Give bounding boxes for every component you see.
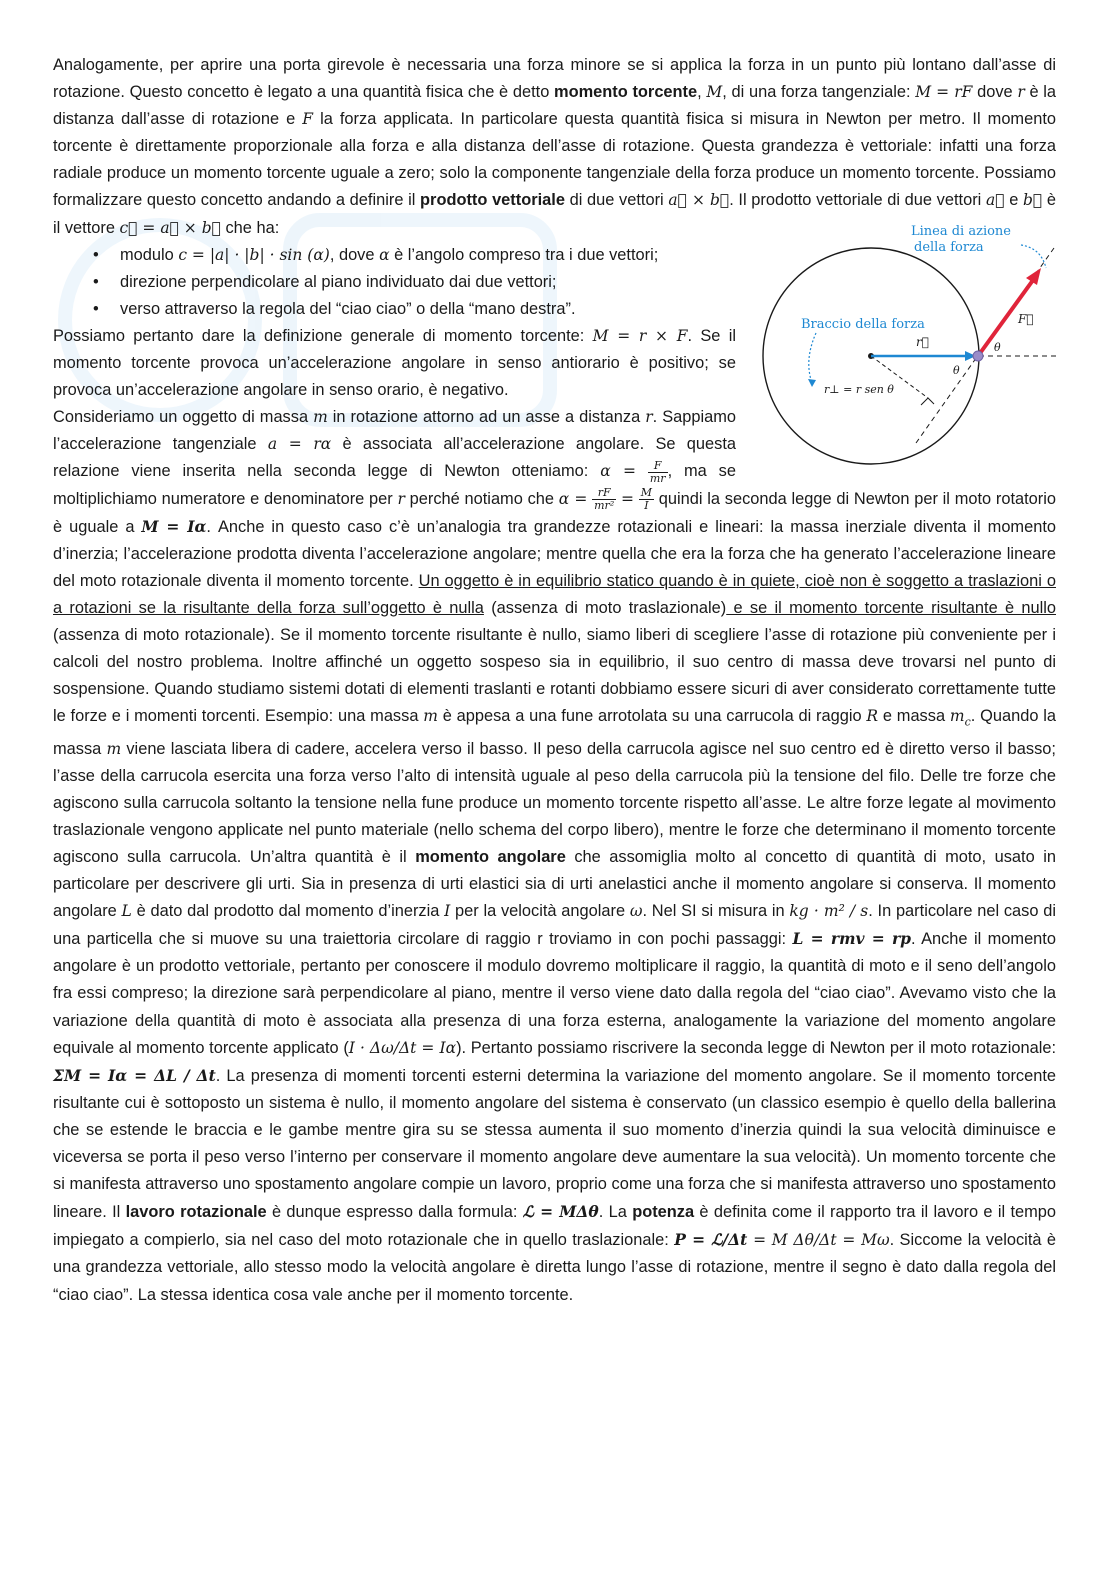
- underlined-equilibrium-condition-2: e se il momento torcente risultante è nullo: [726, 598, 1056, 617]
- document-page: [53, 52, 1056, 1309]
- application-point: [973, 351, 983, 361]
- list-item: • direzione perpendicolare al piano individuato dai due vettori;: [93, 269, 1056, 296]
- label-action-line-1: Linea di azione: [911, 223, 1012, 239]
- arm-pointer: [809, 333, 816, 383]
- label-action-line-2: della forza: [914, 239, 984, 255]
- label-r-perp: r⊥ = r sen θ: [824, 382, 894, 396]
- label-theta: θ: [994, 340, 1001, 354]
- label-arm: Braccio della forza: [801, 316, 925, 332]
- paragraph-intro: Analogamente, per aprire una porta girevole è necessaria una forza minore se si applica la forza in un punto più lontano dall’asse di rotazione. Questo concetto è legato a una quantità fisica che è detto momento torcente, M, di una forza tangenziale: M = rF dove r è la distanza dall’asse di rotazione e F la forza applicata. In particolare questa quantità fisica si misura in Newton per metro. Il momento torcente è direttamente proporzionale alla forza e alla distanza dell’asse di rotazione. Questa grandezza è vettoriale: infatti una forza radiale produce un momento torcente uguale a zero; solo la componente tangenziale della forza produce un momento torcente. Possiamo formalizzare questo concetto andando a definire il prodotto vettoriale di due vettori a⃗ × b⃗. Il prodotto vettoriale di due vettori a⃗ e b⃗ è il vettore c⃗ = a⃗ × b⃗ che ha:: [53, 56, 1057, 237]
- label-r: r⃗: [916, 334, 929, 349]
- fraction-F-over-mr: $\frac{F}{mr}$: [649, 458, 666, 485]
- paragraph-main: Consideriamo un oggetto di massa m in rotazione attorno ad un asse a distanza r. Sappiamo l’accelerazione tangenziale a = rα è associata all’accelerazione angolare. Se questa relazione viene inserita nella seconda legge di Newton otteniamo: α = $\frac{F}{mr}$ , ma se moltiplichiamo numeratore e denominatore per r perché notiamo che α = $\frac{rF}{\text{mr²}}$ = $\frac{M}{I}$ quindi la seconda legge di Newton per il moto rotatorio è uguale a M = Iα. Anche in questo caso c’è un’analogia tra grandezze rotazionali e lineari: la massa inerziale diventa il momento d’inerzia; l’accelerazione prodotta diventa l’accelerazione angolare; mentre quella che era la forza che ha generato l’accelerazione lineare del moto rotazionale diventa il momento torcente. Un oggetto è in equilibrio statico quando è in quiete, cioè non è soggetto a traslazioni o a rotazioni se la risultante della forza sull’oggetto è nulla (assenza di moto traslazionale) e se il momento torcente risultante è nullo (assenza di moto rotazionale). Se il momento torcente risultante è nullo, siamo liberi di scegliere l’asse di rotazione più conveniente per i calcoli del nostro problema. Inoltre affinché un oggetto sospeso sia in equilibrio, il suo centro di massa deve trovarsi nel punto di sospensione. Quando studiamo sistemi dotati di elementi traslanti e rotanti dobbiamo essere sicuri di aver considerato correttamente tutte le forze e i momenti torcenti. Esempio: una massa m è appesa a una fune arrotolata su una carrucola di raggio R e massa $m_c$. Quando la massa m viene lasciata libera di cadere, accelera verso il basso. Il peso della carrucola agisce nel suo centro ed è diretto verso il basso; l’asse della carrucola esercita una forza verso l’alto di intensità uguale al peso della carrucola più la tensione del filo. Delle tre forze che agiscono sulla carrucola soltanto la tensione nella fune produce un momento torcente rispetto all’asse. Le altre forze legate al movimento traslazionale vengono applicate nel punto materiale (nello schema del corpo libero), mentre le forze che determinano il momento torcente agiscono sulla carrucola. Un’altra quantità è il momento angolare che assomiglia molto al concetto di quantità di moto, usato in particolare per descrivere gli urti. Sia in presenza di urti elastici sia di urti anelastici anche il momento angolare si conserva. Il momento angolare L è dato dal prodotto dal momento d’inerzia I per la velocità angolare ω. Nel SI si misura in kg · m² / s. In particolare nel caso di una particella che si muove su una traiettoria circolare di raggio r troviamo in con pochi passaggi: L = rmv = rp. Anche il momento angolare è un prodotto vettoriale, pertanto per conoscere il modulo dovremo moltiplicare il raggio, la quantità di moto e il seno dell’angolo fra essi compreso; la direzione sarà perpendicolare al piano, mentre il verso viene dato dalla regola del “ciao ciao”. Avevamo visto che la variazione della quantità di moto è associata alla presenza di una forza esterna, analogamente la variazione del momento angolare equivale al momento torcente applicato (I · Δω/Δt = Iα). Pertanto possiamo riscrivere la seconda legge di Newton per il moto rotazionale: ΣM = Iα = ΔL / Δt. La presenza di momenti torcenti esterni determina la variazione del momento angolare. Se il momento torcente risultante cui è sottoposto un sistema è nullo, il momento angolare del sistema è conservato (un classico esempio è quello della ballerina che se estende le braccia e le gambe mentre gira su se stessa aumenta il suo momento d’inerzia quindi la sua velocità diminuisce e viceversa se porta il peso verso l’interno per conservare il momento angolare deve aumentare la sua velocità). Un momento torcente che si manifesta attraverso uno spostamento angolare compie un lavoro, proprio come una forza che si manifesta attraverso uno spostamento lineare. Il lavoro rotazionale è dunque espresso dalla formula: ℒ = MΔθ. La potenza è definita come il rapporto tra il lavoro e il tempo impiegato a compierlo, sia nel caso del moto rotazionale che in quello traslazionale: P = ℒ/Δt = M Δθ/Δt = Mω. Siccome la velocità è una grandezza vettoriale, allo stesso modo la velocità angolare è diretta lungo l’asse di rotazione, mentre il segno è dato dalla regola del “ciao ciao”. La stessa identica cosa vale anche per il momento torcente.: [53, 408, 1057, 1304]
- label-F: F⃗: [1018, 311, 1034, 326]
- fraction-M-over-I: $\frac{M}{I}$: [640, 485, 653, 512]
- right-angle-mark: [921, 398, 934, 405]
- cross-product-properties-list: [53, 239, 1056, 323]
- paragraph-torque-definition: Possiamo pertanto dare la definizione generale di momento torcente: M = r × F. Se il momento torcente provoca un’accelerazione angolare in senso antiorario è positivo; se provoca un’accelerazione angolare in senso orario, è negativo.: [53, 326, 736, 400]
- label-theta-2: θ: [953, 363, 960, 377]
- list-item: • modulo c = |a| · |b| · sin (α), dove α è l’angolo compreso tra i due vettori;: [93, 242, 1056, 269]
- underlined-equilibrium-condition-1: Un oggetto è in equilibrio statico quando è in quiete, cioè non è soggetto a traslazioni o a rotazioni se la risultante della forza sull’oggetto è nulla: [53, 571, 1056, 617]
- list-item: • verso attraverso la regola del “ciao ciao” o della “mano destra”.: [93, 296, 1056, 323]
- fraction-rF-over-mr2: $\frac{rF}{\text{mr²}}$: [594, 485, 615, 512]
